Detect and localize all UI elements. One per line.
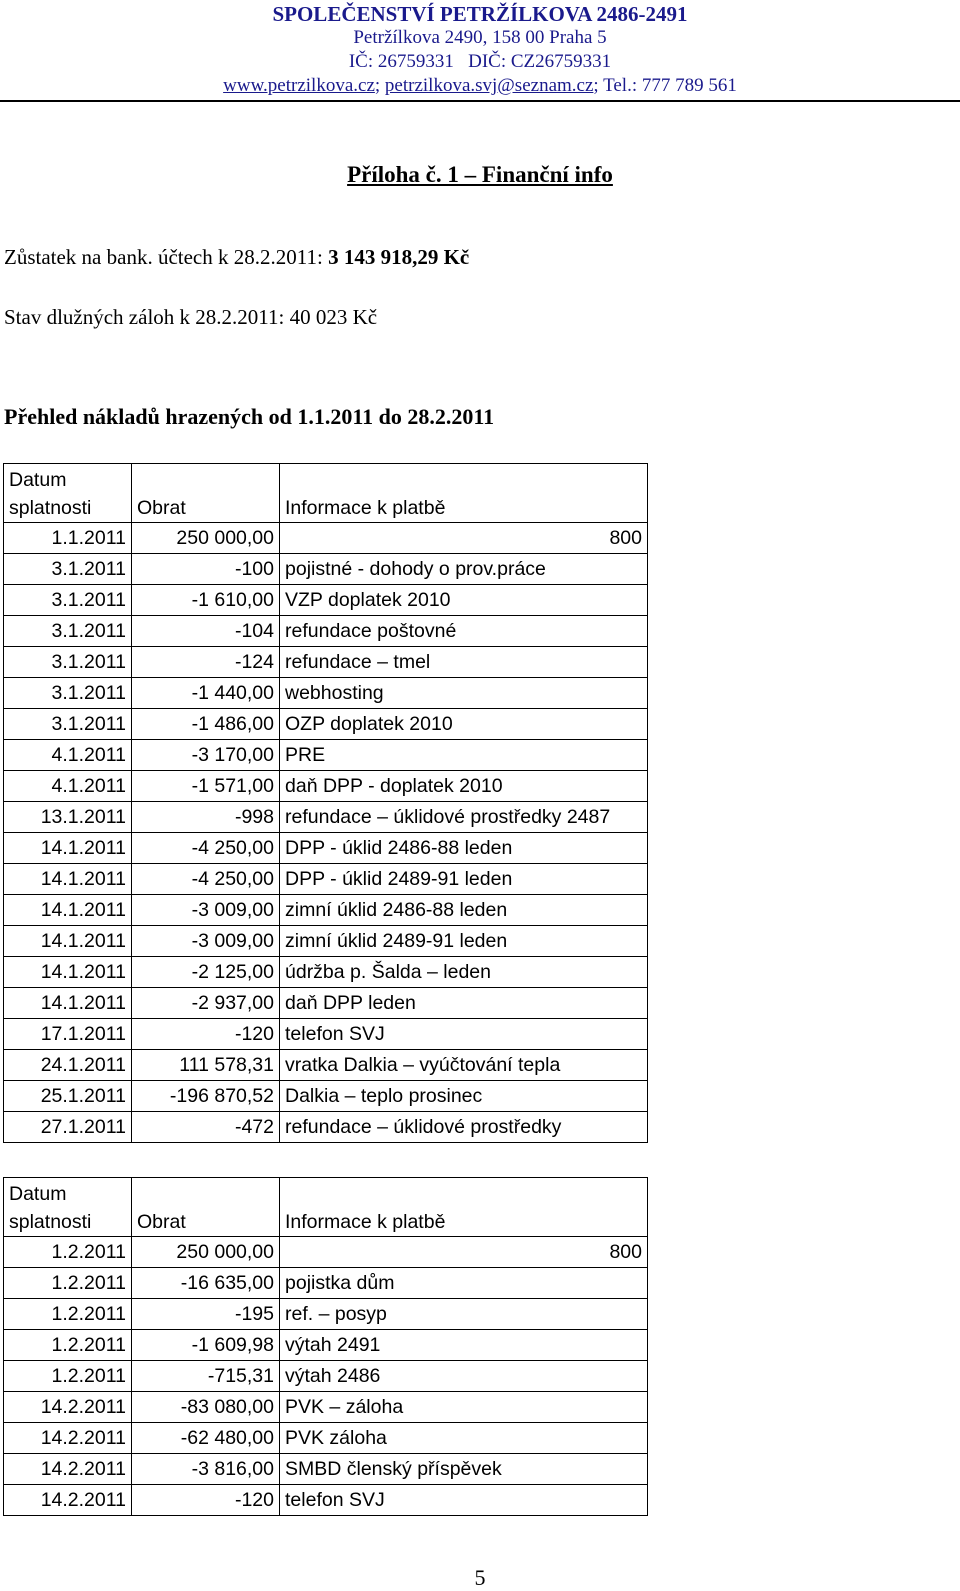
table-row [4, 833, 648, 864]
cell-info: daň DPP - doplatek 2010 [280, 771, 648, 802]
table-header-row [4, 464, 648, 523]
cell-extra-value: 800 [609, 527, 642, 549]
cell-info: PRE [280, 740, 648, 771]
cell-amount: -1 486,00 [132, 709, 280, 740]
header-amount: Obrat [132, 464, 280, 523]
cell-amount: -4 250,00 [132, 864, 280, 895]
cell-date: 1.2.2011 [4, 1361, 132, 1392]
cell-info: PVK – záloha [280, 1392, 648, 1423]
cell-amount: -1 440,00 [132, 678, 280, 709]
cell-date: 27.1.2011 [4, 1112, 132, 1143]
cell-info: výtah 2491 [280, 1330, 648, 1361]
organization-ids: IČ: 26759331 DIČ: CZ26759331 [348, 51, 612, 72]
cell-date: 14.1.2011 [4, 833, 132, 864]
table-row [4, 1454, 648, 1485]
cell-amount: -83 080,00 [132, 1392, 280, 1423]
table-row [4, 1050, 648, 1081]
cell-info: DPP - úklid 2489-91 leden [280, 864, 648, 895]
table-row [4, 1237, 648, 1268]
contact-line [0, 75, 960, 97]
cell-info: pojistné - dohody o prov.práce [280, 554, 648, 585]
cell-amount: 250 000,00 [132, 523, 280, 554]
cell-info: výtah 2486 [280, 1361, 648, 1392]
cell-date: 17.1.2011 [4, 1019, 132, 1050]
cell-date: 3.1.2011 [4, 709, 132, 740]
cell-amount: -104 [132, 616, 280, 647]
organization-name: SPOLEČENSTVÍ PETRŽÍLKOVA 2486-2491 [272, 2, 688, 26]
cell-amount: -3 009,00 [132, 895, 280, 926]
phone-text: ; Tel.: 777 789 561 [593, 75, 737, 96]
table-row [4, 802, 648, 833]
table-row [4, 957, 648, 988]
cell-info: SMBD členský příspěvek [280, 1454, 648, 1485]
bank-balance [4, 245, 469, 270]
cell-amount: -2 125,00 [132, 957, 280, 988]
cell-amount: -1 610,00 [132, 585, 280, 616]
table-row [4, 926, 648, 957]
page-number: 5 [474, 1565, 486, 1590]
cell-date: 4.1.2011 [4, 771, 132, 802]
cell-amount: -120 [132, 1485, 280, 1516]
overview-heading: Přehled nákladů hrazených od 1.1.2011 do 28.2.2011 [4, 404, 495, 429]
cell-info: refundace poštovné [280, 616, 648, 647]
cell-info: webhosting [280, 678, 648, 709]
cell-date: 1.1.2011 [4, 523, 132, 554]
cell-amount: -16 635,00 [132, 1268, 280, 1299]
table-row [4, 771, 648, 802]
cell-date: 1.2.2011 [4, 1237, 132, 1268]
cell-info [280, 523, 648, 554]
cell-date: 1.2.2011 [4, 1299, 132, 1330]
table-row [4, 678, 648, 709]
cell-date: 14.2.2011 [4, 1454, 132, 1485]
cell-amount: -195 [132, 1299, 280, 1330]
header-amount: Obrat [132, 1178, 280, 1237]
cell-info: zimní úklid 2486-88 leden [280, 895, 648, 926]
cell-date: 14.1.2011 [4, 957, 132, 988]
cell-info: refundace – tmel [280, 647, 648, 678]
header-info: Informace k platbě [280, 464, 648, 523]
table-row [4, 1392, 648, 1423]
debt-status: Stav dlužných záloh k 28.2.2011: 40 023 Kč [4, 305, 378, 329]
cell-date: 14.2.2011 [4, 1485, 132, 1516]
table-row [4, 1081, 648, 1112]
cell-info: DPP - úklid 2486-88 leden [280, 833, 648, 864]
cell-amount: -2 937,00 [132, 988, 280, 1019]
cell-amount: -100 [132, 554, 280, 585]
table-row [4, 1268, 648, 1299]
table-row [4, 585, 648, 616]
cell-date: 14.1.2011 [4, 988, 132, 1019]
table-row [4, 709, 648, 740]
cell-amount: -998 [132, 802, 280, 833]
table-row [4, 895, 648, 926]
cell-amount: -196 870,52 [132, 1081, 280, 1112]
cell-info: OZP doplatek 2010 [280, 709, 648, 740]
email-link[interactable]: petrzilkova.svj@seznam.cz [384, 75, 594, 96]
cell-amount: -3 009,00 [132, 926, 280, 957]
table-row [4, 554, 648, 585]
cell-extra-value: 800 [609, 1241, 642, 1263]
cell-info: údržba p. Šalda – leden [280, 957, 648, 988]
cell-date: 25.1.2011 [4, 1081, 132, 1112]
cell-date: 3.1.2011 [4, 585, 132, 616]
cell-amount: -120 [132, 1019, 280, 1050]
cell-date: 14.1.2011 [4, 864, 132, 895]
payments-table-february [3, 1177, 648, 1516]
website-link[interactable]: www.petrzilkova.cz [223, 75, 375, 96]
cell-amount: -124 [132, 647, 280, 678]
cell-amount: 250 000,00 [132, 1237, 280, 1268]
cell-info: telefon SVJ [280, 1019, 648, 1050]
cell-info: pojistka dům [280, 1268, 648, 1299]
table-header-row [4, 1178, 648, 1237]
cell-date: 14.1.2011 [4, 895, 132, 926]
table-row [4, 1423, 648, 1454]
table-row [4, 523, 648, 554]
cell-info: PVK záloha [280, 1423, 648, 1454]
cell-amount: 111 578,31 [132, 1050, 280, 1081]
cell-date: 13.1.2011 [4, 802, 132, 833]
table-row [4, 740, 648, 771]
payments-table-january [3, 463, 648, 1143]
cell-date: 14.2.2011 [4, 1423, 132, 1454]
cell-date: 3.1.2011 [4, 678, 132, 709]
cell-info: zimní úklid 2489-91 leden [280, 926, 648, 957]
cell-date: 3.1.2011 [4, 554, 132, 585]
header-divider [0, 100, 960, 102]
cell-amount: -1 609,98 [132, 1330, 280, 1361]
cell-date: 3.1.2011 [4, 647, 132, 678]
contact-separator: ; [374, 75, 385, 96]
cell-amount: -715,31 [132, 1361, 280, 1392]
cell-amount: -1 571,00 [132, 771, 280, 802]
cell-date: 1.2.2011 [4, 1268, 132, 1299]
cell-amount: -3 816,00 [132, 1454, 280, 1485]
cell-date: 14.2.2011 [4, 1392, 132, 1423]
cell-date: 24.1.2011 [4, 1050, 132, 1081]
table-row [4, 616, 648, 647]
table-row [4, 988, 648, 1019]
bank-balance-value: 3 143 918,29 Kč [328, 245, 470, 269]
cell-info: ref. – posyp [280, 1299, 648, 1330]
table-row [4, 647, 648, 678]
table-row [4, 1112, 648, 1143]
bank-balance-label: Zůstatek na bank. účtech k 28.2.2011: [4, 245, 329, 269]
page-title: Příloha č. 1 – Finanční info [347, 162, 613, 187]
table-row [4, 1299, 648, 1330]
table-row [4, 1019, 648, 1050]
header-date: Datum splatnosti [4, 464, 132, 523]
organization-address: Petržílkova 2490, 158 00 Praha 5 [353, 27, 607, 48]
cell-date: 4.1.2011 [4, 740, 132, 771]
cell-amount: -4 250,00 [132, 833, 280, 864]
cell-amount: -3 170,00 [132, 740, 280, 771]
cell-date: 3.1.2011 [4, 616, 132, 647]
cell-amount: -472 [132, 1112, 280, 1143]
cell-date: 14.1.2011 [4, 926, 132, 957]
table-row [4, 1361, 648, 1392]
cell-date: 1.2.2011 [4, 1330, 132, 1361]
table-row [4, 864, 648, 895]
table-row [4, 1485, 648, 1516]
cell-amount: -62 480,00 [132, 1423, 280, 1454]
cell-info: telefon SVJ [280, 1485, 648, 1516]
cell-info: vratka Dalkia – vyúčtování tepla [280, 1050, 648, 1081]
cell-info: VZP doplatek 2010 [280, 585, 648, 616]
cell-info [280, 1237, 648, 1268]
header-date: Datum splatnosti [4, 1178, 132, 1237]
table-row [4, 1330, 648, 1361]
header-info: Informace k platbě [280, 1178, 648, 1237]
cell-info: refundace – úklidové prostředky 2487 [280, 802, 648, 833]
cell-info: Dalkia – teplo prosinec [280, 1081, 648, 1112]
cell-info: refundace – úklidové prostředky [280, 1112, 648, 1143]
cell-info: daň DPP leden [280, 988, 648, 1019]
